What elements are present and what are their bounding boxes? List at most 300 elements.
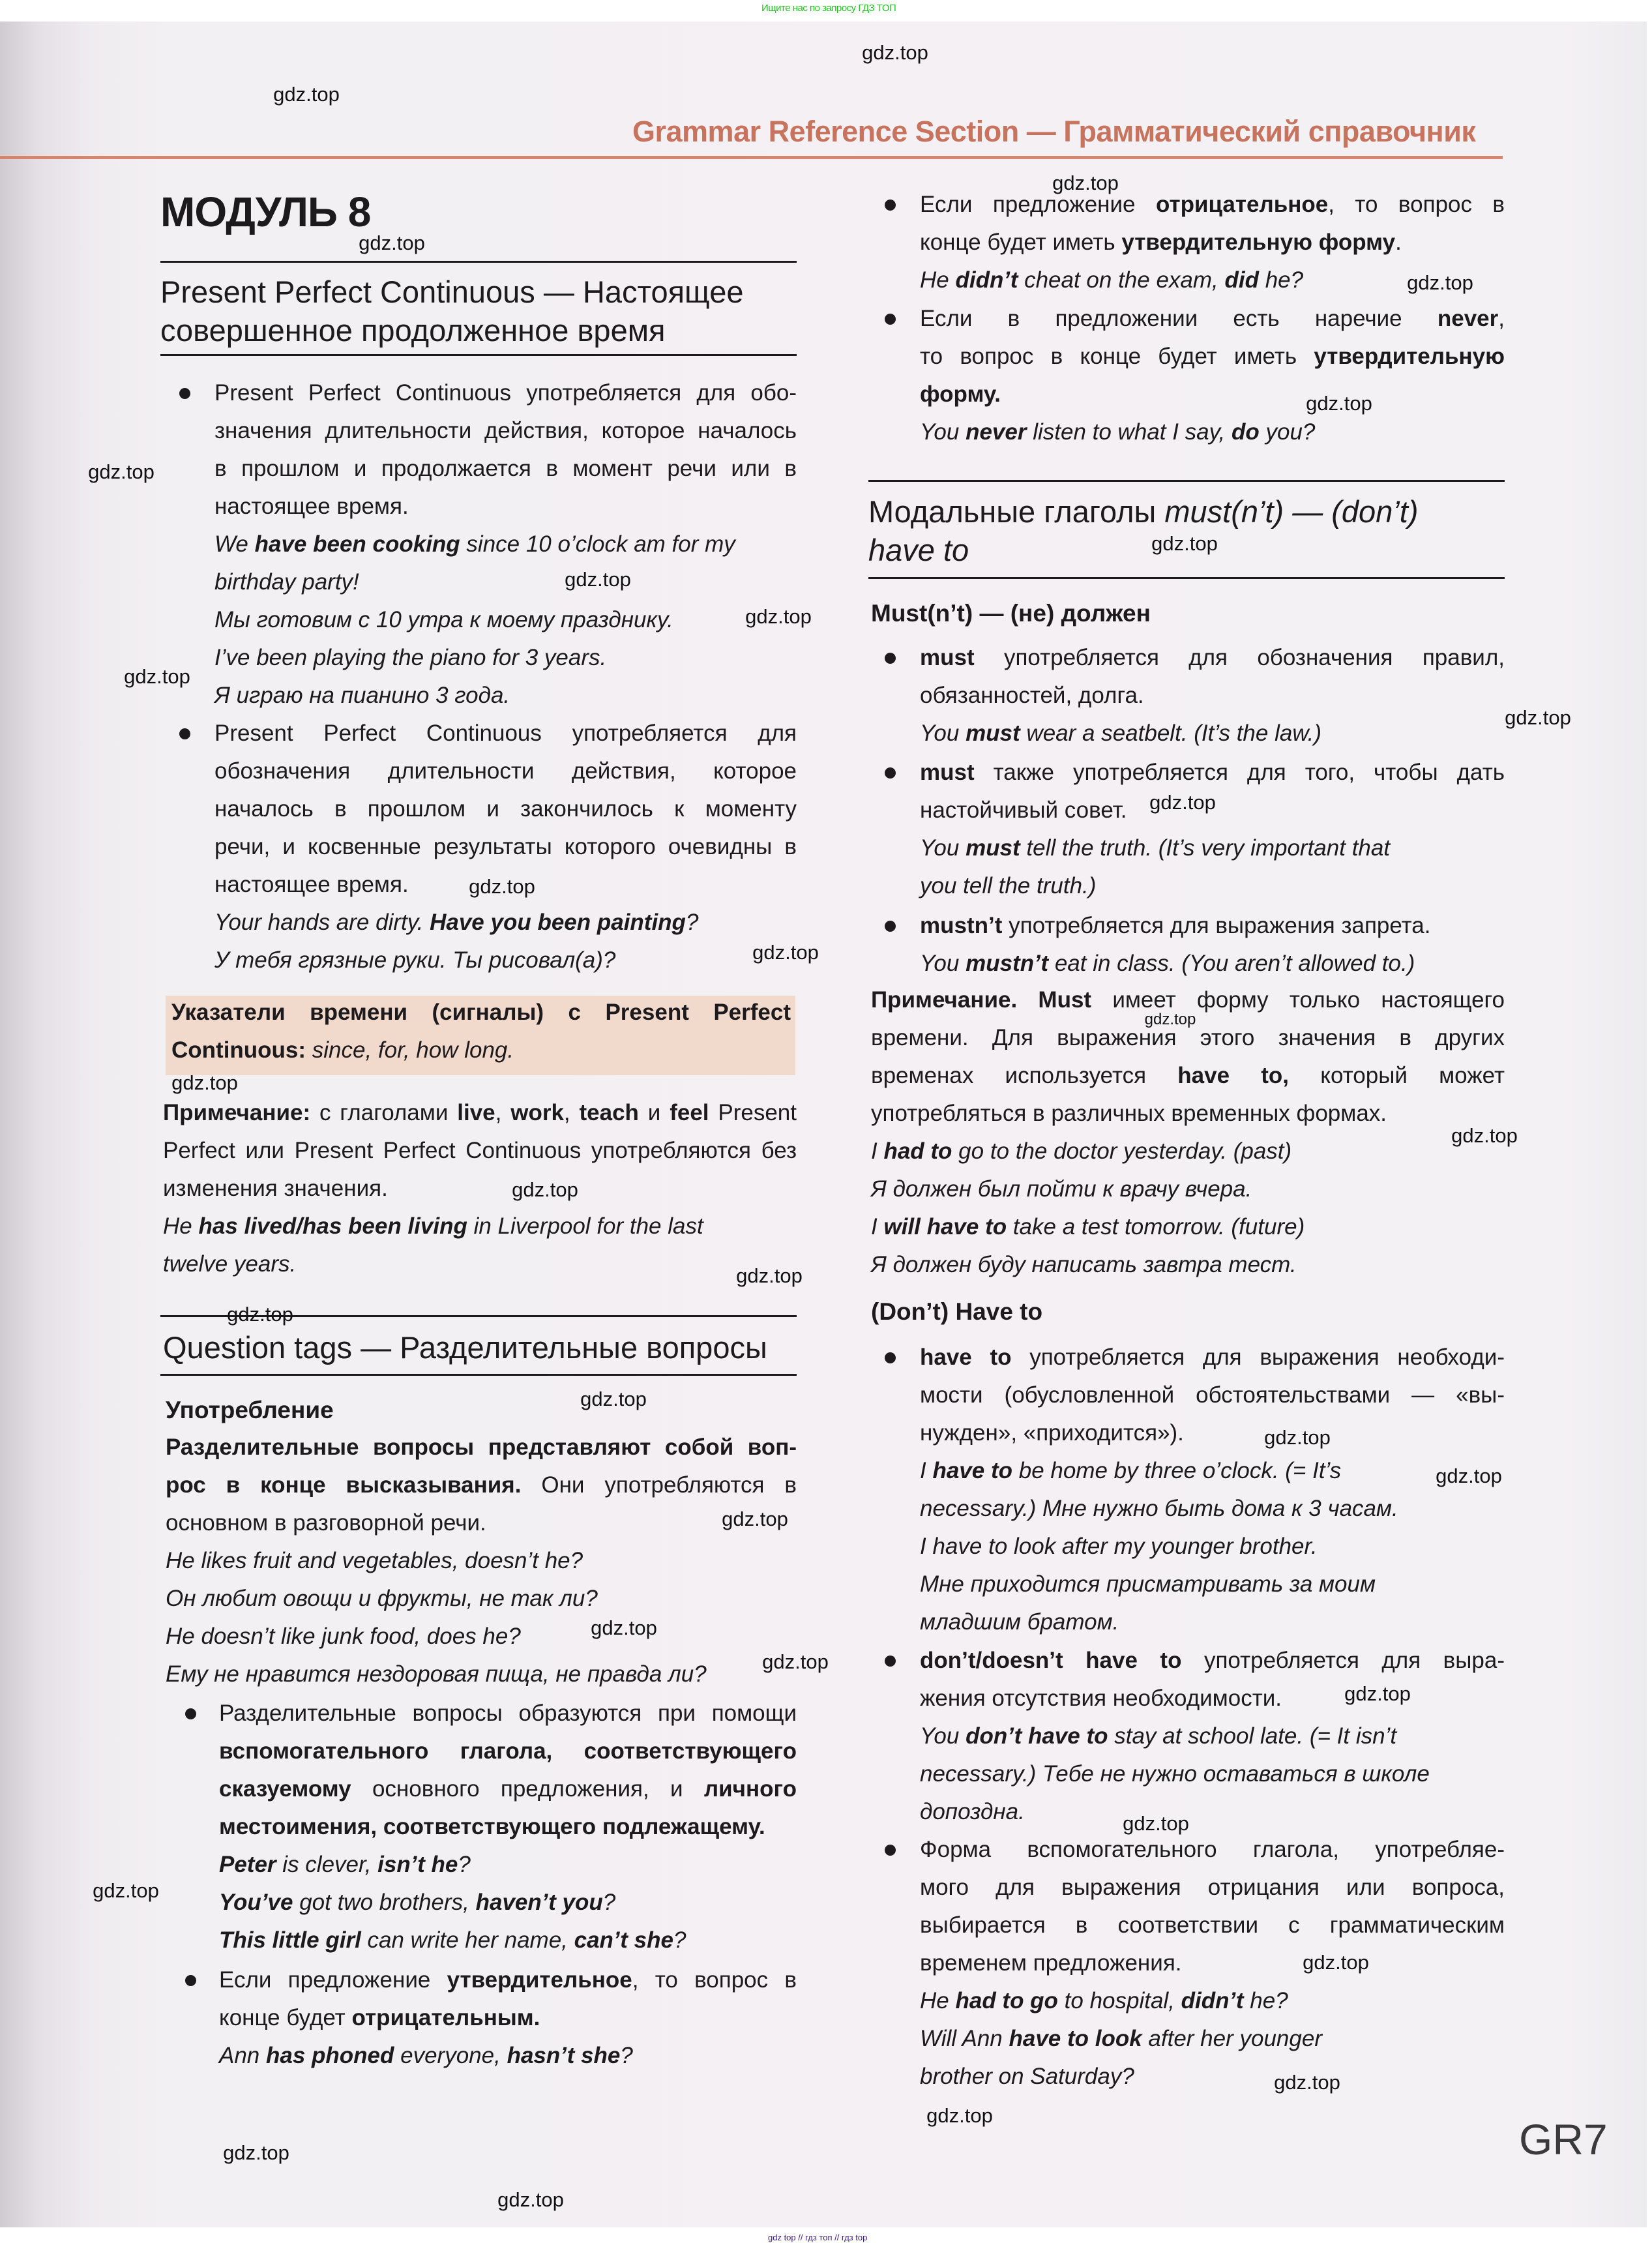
example-line bbox=[219, 1884, 797, 1922]
text-segment: значения длительности действия, которое началось bbox=[214, 418, 797, 443]
text-segment: can write her name, bbox=[361, 1927, 574, 1953]
text-segment: Форма вспомогательного глагола, употребляе- bbox=[920, 1837, 1505, 1862]
examples bbox=[920, 1982, 1505, 2096]
text-segment: You bbox=[920, 419, 966, 445]
text-segment: жения отсутствия необходимости. bbox=[920, 1686, 1282, 1711]
watermark: gdz.top bbox=[124, 665, 190, 688]
example-line bbox=[920, 1603, 1505, 1641]
text-line bbox=[214, 450, 797, 488]
example-line bbox=[871, 1246, 1505, 1284]
text-segment: he? bbox=[1258, 267, 1304, 293]
search-hint: Ищите нас по запросу ГДЗ ТОП bbox=[761, 3, 896, 14]
text-segment: настойчивый совет. bbox=[920, 797, 1127, 823]
text-segment: , то вопрос в bbox=[1328, 192, 1505, 217]
text-segment: Present Perfect Continuous употребляется для bbox=[214, 720, 797, 746]
watermark: gdz.top bbox=[565, 568, 631, 591]
watermark: gdz.top bbox=[1144, 1011, 1196, 1028]
text-line bbox=[920, 754, 1505, 792]
bullet-text bbox=[219, 1961, 797, 2037]
text-segment: necessary.) Тебе не нужно оставаться в школе bbox=[920, 1761, 1430, 1787]
bold-text: hasn’t she bbox=[507, 2043, 621, 2068]
text-segment: You bbox=[920, 951, 966, 976]
text-line bbox=[219, 1999, 797, 2037]
have-to-bullet-2 bbox=[868, 1642, 1505, 1831]
bold-text: don’t/doesn’t have to bbox=[920, 1648, 1182, 1673]
text-segment: основного предложения, и bbox=[351, 1776, 704, 1802]
text-segment: Мне приходится присматривать за моим bbox=[920, 1571, 1376, 1597]
bullet-text bbox=[920, 639, 1505, 715]
bullet-icon bbox=[179, 728, 190, 739]
text-segment: to hospital, bbox=[1057, 1988, 1181, 2013]
text-segment: Если предложение bbox=[219, 1967, 447, 1993]
text-line bbox=[163, 1094, 797, 1132]
divider bbox=[160, 1374, 797, 1376]
watermark: gdz.top bbox=[273, 83, 340, 106]
module-title: МОДУЛЬ 8 bbox=[160, 188, 371, 235]
divider bbox=[868, 577, 1505, 579]
text-segment: Ему не нравится нездоровая пища, не правда ли? bbox=[166, 1661, 707, 1687]
bold-text: didn’t bbox=[1181, 1988, 1244, 2013]
example-line bbox=[920, 1982, 1505, 2020]
bold-text: must bbox=[966, 720, 1020, 746]
bold-text: Указатели времени (сигналы) с Present Perfect bbox=[171, 1000, 791, 1025]
modal-section-title bbox=[868, 492, 1419, 569]
text-segment: Если предложение bbox=[920, 192, 1156, 217]
bold-text: рос в конце высказывания. bbox=[166, 1472, 522, 1498]
example-line bbox=[214, 526, 797, 563]
bullet-icon bbox=[185, 1975, 196, 1986]
text-segment: go to the doctor yesterday. (past) bbox=[952, 1138, 1292, 1164]
text-segment: Your hands are dirty. bbox=[214, 910, 430, 935]
section-header: Grammar Reference Section — Грамматический справочник bbox=[632, 115, 1476, 148]
watermark: gdz.top bbox=[1274, 2071, 1340, 2094]
have-to-bullet-1 bbox=[868, 1339, 1505, 1641]
text-segment: Я играю на пианино 3 года. bbox=[214, 683, 510, 708]
bold-text: сказуемому bbox=[219, 1776, 351, 1802]
text-segment: twelve years. bbox=[163, 1251, 297, 1277]
have-to-bullet-3 bbox=[868, 1831, 1505, 2096]
text-segment: мости (обусловленной обстоятельствами — «вы- bbox=[920, 1382, 1505, 1408]
text-segment: He bbox=[920, 1988, 956, 2013]
ppc-note bbox=[163, 1094, 797, 1283]
bold-text: You’ve bbox=[219, 1890, 293, 1915]
text-segment: be home by three o’clock. (= It’s bbox=[1012, 1458, 1342, 1483]
watermark: gdz.top bbox=[752, 941, 819, 964]
text-segment: He bbox=[163, 1213, 199, 1239]
example-line bbox=[214, 563, 797, 601]
text-line bbox=[920, 1869, 1505, 1907]
text-segment: с глаголами bbox=[310, 1100, 458, 1125]
bold-text: feel bbox=[670, 1100, 709, 1125]
divider bbox=[160, 354, 797, 356]
example-line bbox=[920, 1490, 1505, 1528]
qt-bullet-4 bbox=[868, 300, 1505, 451]
text-line bbox=[920, 1414, 1505, 1452]
text-segment: Present bbox=[709, 1100, 797, 1125]
text-segment: настоящее время. bbox=[214, 494, 409, 519]
text-line bbox=[214, 752, 797, 790]
text-segment: stay at school late. (= It isn’t bbox=[1108, 1723, 1397, 1749]
example-line bbox=[163, 1245, 797, 1283]
text-line bbox=[871, 1095, 1505, 1133]
watermark: gdz.top bbox=[1052, 171, 1119, 194]
bullet-text bbox=[920, 186, 1505, 261]
text-segment: употребляется для выражения необходи- bbox=[1011, 1344, 1505, 1370]
bold-text: Примечание: bbox=[163, 1100, 311, 1125]
text-segment: основном в разговорной речи. bbox=[166, 1510, 486, 1536]
text-segment: У тебя грязные руки. Ты рисовал(а)? bbox=[214, 947, 616, 973]
text-segment: времени. Для выражения этого значения в других bbox=[871, 1025, 1505, 1050]
watermark: gdz.top bbox=[1123, 1812, 1189, 1835]
text-line bbox=[920, 186, 1505, 224]
text-line bbox=[219, 1732, 797, 1770]
text-segment: , bbox=[1498, 306, 1505, 331]
text-line bbox=[171, 994, 791, 1032]
watermark: gdz.top bbox=[1149, 791, 1216, 814]
text-line bbox=[920, 224, 1505, 261]
text-segment: I have to look after my younger brother. bbox=[920, 1534, 1318, 1559]
bold-text: never bbox=[966, 419, 1027, 445]
example-line bbox=[214, 677, 797, 715]
text-segment: necessary.) Мне нужно быть дома к 3 часам. bbox=[920, 1496, 1398, 1521]
bold-text: has phoned bbox=[266, 2043, 394, 2068]
text-line bbox=[219, 1808, 797, 1846]
example-line bbox=[920, 945, 1505, 983]
must-bullet-3 bbox=[868, 907, 1505, 983]
example-line bbox=[871, 1133, 1505, 1170]
text-segment: . bbox=[1395, 230, 1402, 255]
example-line bbox=[920, 2020, 1505, 2058]
text-line bbox=[166, 1466, 797, 1504]
text-segment: конце будет иметь bbox=[920, 230, 1122, 255]
text-segment: wear a seatbelt. (It’s the law.) bbox=[1020, 720, 1322, 746]
bold-text: вспомогательного глагола, соответствующего bbox=[219, 1738, 797, 1764]
text-segment: I bbox=[920, 1458, 933, 1483]
text-segment: то вопрос в конце будет иметь bbox=[920, 344, 1314, 369]
bold-text: Разделительные вопросы представляют собой воп- bbox=[166, 1434, 797, 1460]
watermark: gdz.top bbox=[469, 875, 535, 898]
qt-bullet-1 bbox=[166, 1695, 797, 1959]
text-segment: he? bbox=[1243, 1988, 1288, 2013]
bold-text: Continuous: bbox=[171, 1037, 312, 1063]
bold-text: have to bbox=[920, 1344, 1012, 1370]
bold-text: didn’t bbox=[955, 267, 1018, 293]
bullet-icon bbox=[185, 1708, 196, 1719]
text-segment: tell the truth. (It’s very important that bbox=[1020, 835, 1391, 861]
watermark: gdz.top bbox=[745, 605, 812, 628]
watermark: gdz.top bbox=[1505, 706, 1571, 729]
text-segment: You bbox=[920, 1723, 966, 1749]
text-segment: you? bbox=[1259, 419, 1316, 445]
bold-text: can’t she bbox=[574, 1927, 673, 1953]
bullet-icon bbox=[885, 921, 896, 932]
text-line bbox=[214, 790, 797, 828]
text-segment: имеет форму только настоящего bbox=[1091, 987, 1505, 1013]
ppc-bullet-2 bbox=[160, 715, 797, 979]
bold-text: отрицательным. bbox=[351, 2005, 540, 2030]
qt-intro bbox=[166, 1429, 797, 1693]
example-line bbox=[166, 1580, 797, 1618]
examples bbox=[214, 526, 797, 715]
text-segment: , bbox=[563, 1100, 580, 1125]
examples bbox=[920, 715, 1505, 752]
bold-text: mustn’t bbox=[920, 913, 1003, 938]
text-segment: brother on Saturday? bbox=[920, 2064, 1134, 2089]
text-segment: got two brothers, bbox=[293, 1890, 476, 1915]
text-segment: конце будет bbox=[219, 2005, 352, 2030]
example-line bbox=[214, 904, 797, 942]
text-line bbox=[920, 1831, 1505, 1869]
watermark: gdz.top bbox=[512, 1178, 578, 1201]
text-segment: в прошлом и продолжается в момент речи или в bbox=[214, 456, 797, 481]
watermark: gdz.top bbox=[736, 1264, 803, 1287]
bold-text: teach bbox=[579, 1100, 639, 1125]
text-segment: listen to what I say, bbox=[1026, 419, 1232, 445]
example-line bbox=[920, 413, 1505, 451]
bullet-icon bbox=[885, 200, 896, 211]
must-bullet-1 bbox=[868, 639, 1505, 752]
text-segment: you tell the truth.) bbox=[920, 873, 1097, 899]
text-segment: ? bbox=[673, 1927, 686, 1953]
text-segment: употребляется для выра- bbox=[1181, 1648, 1505, 1673]
examples bbox=[920, 413, 1505, 451]
watermark: gdz.top bbox=[762, 1650, 829, 1673]
watermark: gdz.top bbox=[1344, 1682, 1411, 1705]
watermark: gdz.top bbox=[497, 2188, 564, 2211]
examples bbox=[163, 1208, 797, 1283]
watermark: gdz.top bbox=[223, 2141, 289, 2164]
bullet-text bbox=[219, 1695, 797, 1846]
example-line bbox=[920, 1717, 1505, 1755]
note-text bbox=[163, 1094, 797, 1208]
watermark: gdz.top bbox=[359, 231, 425, 254]
text-segment: употребляется для выражения запрета. bbox=[1002, 913, 1431, 938]
text-segment: который может bbox=[1289, 1063, 1505, 1088]
example-line bbox=[163, 1208, 797, 1245]
bold-text: have been cooking bbox=[254, 531, 460, 557]
have-to-heading: (Don’t) Have to bbox=[871, 1298, 1043, 1325]
example-line bbox=[920, 1755, 1505, 1793]
watermark: gdz.top bbox=[591, 1616, 657, 1639]
text-segment: нужден», «приходится»). bbox=[920, 1420, 1184, 1446]
watermark: gdz.top bbox=[926, 2104, 993, 2127]
text-line bbox=[219, 1695, 797, 1732]
text-line bbox=[920, 1376, 1505, 1414]
text-line bbox=[163, 1170, 797, 1208]
bold-text: Примечание. Must bbox=[871, 987, 1092, 1013]
watermark: gdz.top bbox=[93, 1879, 159, 1902]
text-segment: настоящее время. bbox=[214, 872, 409, 897]
bold-text: have to bbox=[932, 1458, 1012, 1483]
signals-text bbox=[171, 994, 791, 1069]
example-line bbox=[166, 1542, 797, 1580]
bold-text: Have you been painting bbox=[430, 910, 686, 935]
watermark: gdz.top bbox=[1303, 1951, 1369, 1974]
bold-text: don’t have to bbox=[966, 1723, 1108, 1749]
example-line bbox=[920, 829, 1505, 867]
title-line: Present Perfect Continuous — Настоящее bbox=[160, 275, 744, 309]
bullet-icon bbox=[179, 388, 190, 399]
text-segment: обязанностей, долга. bbox=[920, 683, 1144, 708]
text-line bbox=[920, 639, 1505, 677]
ppc-bullet-1 bbox=[160, 374, 797, 715]
bold-text: have to look bbox=[1009, 2026, 1142, 2051]
bullet-text bbox=[920, 1339, 1505, 1452]
text-segment: cheat on the exam, bbox=[1018, 267, 1225, 293]
text-segment: everyone, bbox=[394, 2043, 507, 2068]
bold-text: had to bbox=[883, 1138, 952, 1164]
bold-text: has lived/has been living bbox=[198, 1213, 467, 1239]
text-segment: Perfect или Present Perfect Continuous употребляются без bbox=[163, 1138, 797, 1163]
example-line bbox=[219, 1922, 797, 1959]
text-segment: , то вопрос в bbox=[632, 1967, 797, 1993]
text-segment: is clever, bbox=[276, 1852, 378, 1877]
watermark: gdz.top bbox=[722, 1508, 788, 1530]
bullet-text bbox=[920, 1642, 1505, 1717]
text-segment: временах используется bbox=[871, 1063, 1178, 1088]
italic-text: have to bbox=[868, 533, 969, 567]
bullet-icon bbox=[885, 767, 896, 779]
bold-text: live bbox=[457, 1100, 495, 1125]
example-line bbox=[920, 1566, 1505, 1603]
watermark: gdz.top bbox=[1451, 1124, 1518, 1147]
text-segment: Я должен был пойти к врачу вчера. bbox=[871, 1176, 1252, 1202]
intro-text bbox=[166, 1429, 797, 1542]
bullet-text bbox=[920, 300, 1505, 413]
must-bullet-2 bbox=[868, 754, 1505, 905]
ppc-section-title bbox=[160, 273, 743, 349]
bold-text: do bbox=[1231, 419, 1260, 445]
text-segment: употребляется для обозначения правил, bbox=[974, 645, 1505, 670]
text-segment: Если в предложении есть наречие bbox=[920, 306, 1438, 331]
text-segment: речи, и косвенные результаты которого очевидны в bbox=[214, 834, 797, 859]
bold-text: утвердительную bbox=[1314, 344, 1505, 369]
text-line bbox=[166, 1429, 797, 1466]
bold-text: work bbox=[510, 1100, 564, 1125]
text-line bbox=[920, 1907, 1505, 1944]
must-heading: Must(n’t) — (не) должен bbox=[871, 600, 1151, 627]
text-segment: выбирается в соответствии с грамматическим bbox=[920, 1912, 1505, 1938]
bold-text: must bbox=[966, 835, 1020, 861]
watermark: gdz.top bbox=[1306, 392, 1372, 415]
text-segment: birthday party! bbox=[214, 569, 359, 595]
bullet-text bbox=[920, 907, 1505, 945]
examples bbox=[871, 1133, 1505, 1284]
bold-text: Peter bbox=[219, 1852, 276, 1877]
watermark: gdz.top bbox=[1407, 271, 1473, 294]
text-line bbox=[920, 338, 1505, 376]
watermark: gdz.top bbox=[862, 41, 928, 64]
bullet-icon bbox=[885, 1845, 896, 1856]
watermark: gdz.top bbox=[227, 1303, 293, 1326]
text-segment: Модальные глаголы bbox=[868, 494, 1165, 529]
text-line bbox=[920, 1339, 1505, 1376]
text-line bbox=[214, 374, 797, 412]
example-line bbox=[214, 942, 797, 979]
text-segment: ? bbox=[685, 910, 699, 935]
example-line bbox=[166, 1656, 797, 1693]
text-segment: I’ve been playing the piano for 3 years. bbox=[214, 645, 607, 670]
text-segment: after her younger bbox=[1142, 2026, 1322, 2051]
watermark: gdz.top bbox=[171, 1071, 238, 1094]
bold-text: This little girl bbox=[219, 1927, 361, 1953]
bold-text: mustn’t bbox=[966, 951, 1049, 976]
bullet-icon bbox=[885, 1656, 896, 1667]
text-segment: Он любит овощи и фрукты, не так ли? bbox=[166, 1586, 598, 1611]
qt-section-title: Question tags — Разделительные вопросы bbox=[163, 1330, 767, 1365]
bold-text: had to go bbox=[955, 1988, 1058, 2013]
text-line bbox=[920, 907, 1505, 945]
example-line bbox=[920, 867, 1505, 905]
bold-text: will have to bbox=[883, 1214, 1007, 1240]
footer-note: gdz top // гдз топ // гдз top bbox=[768, 2233, 868, 2242]
text-line bbox=[166, 1504, 797, 1542]
text-segment: Они употребляются в bbox=[521, 1472, 797, 1498]
text-segment: in Liverpool for the last bbox=[467, 1213, 703, 1239]
bold-text: утвердительную форму bbox=[1121, 230, 1396, 255]
text-line bbox=[219, 1961, 797, 1999]
text-line bbox=[920, 1680, 1505, 1717]
text-segment: также употребляется для того, чтобы дать bbox=[974, 760, 1505, 785]
bullet-text bbox=[214, 374, 797, 526]
text-segment: Will Ann bbox=[920, 2026, 1009, 2051]
text-line bbox=[214, 412, 797, 450]
bold-text: did bbox=[1224, 267, 1259, 293]
example-line bbox=[219, 1846, 797, 1884]
text-segment: мого для выражения отрицания или вопроса, bbox=[920, 1875, 1505, 1900]
text-line bbox=[920, 300, 1505, 338]
example-line bbox=[214, 639, 797, 677]
text-segment: обозначения длительности действия, которое bbox=[214, 758, 797, 784]
text-segment: началось в прошлом и закончилось к моменту bbox=[214, 796, 797, 822]
text-line bbox=[868, 492, 1419, 531]
examples bbox=[920, 1452, 1505, 1641]
examples bbox=[920, 945, 1505, 983]
text-segment: He likes fruit and vegetables, doesn’t he? bbox=[166, 1548, 583, 1573]
text-line bbox=[163, 1132, 797, 1170]
example-line bbox=[214, 601, 797, 639]
text-line bbox=[214, 828, 797, 866]
text-segment: I bbox=[871, 1214, 884, 1240]
text-line bbox=[868, 531, 1419, 569]
text-segment: Present Perfect Continuous употребляется для обо- bbox=[214, 380, 797, 406]
note-text bbox=[871, 981, 1505, 1133]
examples bbox=[214, 904, 797, 979]
text-line bbox=[214, 488, 797, 526]
watermark: gdz.top bbox=[1264, 1426, 1331, 1449]
examples bbox=[166, 1542, 797, 1693]
box-text bbox=[171, 994, 791, 1069]
text-segment: I bbox=[871, 1138, 884, 1164]
text-segment: You bbox=[920, 720, 966, 746]
bullet-icon bbox=[885, 314, 896, 325]
text-segment: допоздна. bbox=[920, 1799, 1025, 1824]
text-segment: ? bbox=[458, 1852, 471, 1877]
header-divider bbox=[0, 156, 1503, 159]
text-line bbox=[920, 677, 1505, 715]
text-segment: младшим братом. bbox=[920, 1609, 1119, 1635]
text-segment: ? bbox=[602, 1890, 616, 1915]
bullet-icon bbox=[885, 653, 896, 664]
examples bbox=[920, 1717, 1505, 1831]
watermark: gdz.top bbox=[1151, 532, 1218, 555]
text-segment: Ann bbox=[219, 2043, 266, 2068]
bold-text: have to, bbox=[1177, 1063, 1290, 1088]
example-line bbox=[871, 1170, 1505, 1208]
text-segment: You bbox=[920, 835, 966, 861]
text-line bbox=[171, 1032, 791, 1069]
text-segment: We bbox=[214, 531, 255, 557]
